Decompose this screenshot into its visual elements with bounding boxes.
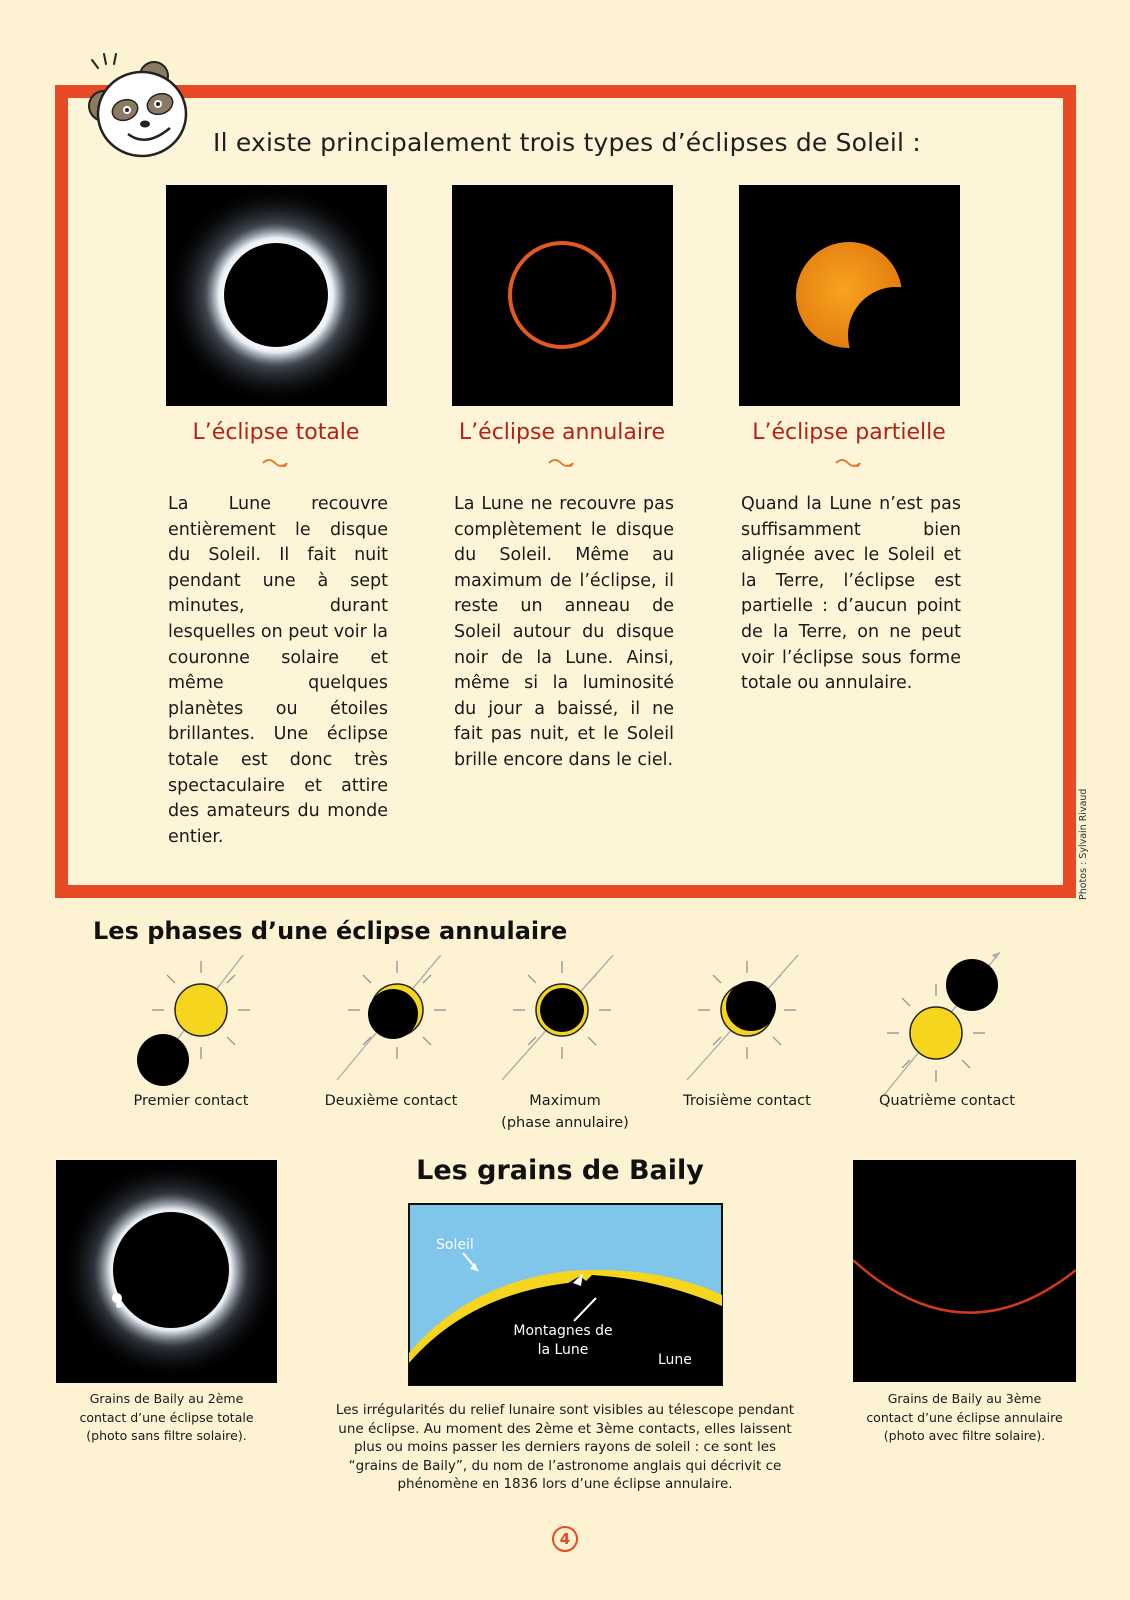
phase-second-contact-diagram bbox=[327, 955, 467, 1095]
phases-title: Les phases d’une éclipse annulaire bbox=[93, 917, 568, 945]
baily-left-caption: Grains de Baily au 2ème contact d’une éclipse totale (photo sans filtre solaire). bbox=[79, 1391, 254, 1443]
phase-label-first-contact: Premier contact bbox=[133, 1093, 249, 1109]
phase-first-contact-diagram bbox=[125, 955, 265, 1095]
diagram-moon-label: Lune bbox=[658, 1352, 692, 1368]
baily-beads-diagram bbox=[408, 1203, 723, 1386]
diagram-sun-label: Soleil bbox=[436, 1237, 474, 1253]
photo-credit: Photos : Sylvain Rivaud bbox=[1078, 788, 1089, 900]
swirl-ornament-icon bbox=[834, 456, 864, 470]
phase-label-third-contact: Troisième contact bbox=[683, 1093, 811, 1109]
annular-eclipse-description: La Lune ne recouvre pas complètement le disque du Soleil. Même au maximum de l’éclipse, il reste un anneau de Soleil autour du disque noir de la Lune. Ainsi, même si la luminosité du jour a baissé, il ne fait pas nuit, et le Soleil brille encore dans le ciel. bbox=[454, 494, 674, 770]
diagram-mountains-label-line1: Montagnes de bbox=[513, 1323, 613, 1339]
page-number: 4 bbox=[552, 1526, 578, 1552]
total-eclipse-title: L’éclipse totale bbox=[192, 420, 360, 445]
baily-center-caption: Les irrégularités du relief lunaire sont visibles au télescope pendant une éclipse. Au moment des 2ème et 3ème contacts, elles laissent plus ou moins passer les derniers rayons de soleil : ce sont les “grains de Baily”, du nom de l’astronome anglais qui décrivit ce phénomène en 1836 lors d’une éclipse annulaire. bbox=[335, 1402, 795, 1492]
phase-label-maximum: Maximum (phase annulaire) bbox=[501, 1093, 629, 1131]
baily-title: Les grains de Baily bbox=[416, 1155, 704, 1186]
baily-right-caption: Grains de Baily au 3ème contact d’une éclipse annulaire (photo avec filtre solaire). bbox=[866, 1391, 1063, 1443]
panda-mascot-icon bbox=[80, 48, 200, 168]
annular-eclipse-photo bbox=[452, 185, 673, 406]
partial-eclipse-title: L’éclipse partielle bbox=[752, 420, 946, 445]
swirl-ornament-icon bbox=[547, 456, 577, 470]
baily-annular-photo bbox=[853, 1160, 1076, 1382]
partial-eclipse-description: Quand la Lune n’est pas suffisamment bien alignée avec le Soleil et la Terre, l’éclipse est partielle : d’aucun point de la Terre, on ne peut voir l’éclipse sous forme totale ou annulaire. bbox=[741, 494, 961, 694]
phase-fourth-contact-diagram bbox=[872, 950, 1012, 1095]
main-title: Il existe principalement trois types d’éclipses de Soleil : bbox=[213, 128, 921, 157]
total-eclipse-description: La Lune recouvre entièrement le disque du Soleil. Il fait nuit pendant une à sept minutes, durant lesquelles on peut voir la couronne solaire et même quelques planètes ou étoiles brillantes. Une éclipse totale est donc très spectaculaire et attire des amateurs du monde entier. bbox=[168, 494, 388, 847]
partial-eclipse-photo bbox=[739, 185, 960, 406]
total-eclipse-photo bbox=[166, 185, 387, 406]
swirl-ornament-icon bbox=[261, 456, 291, 470]
phase-third-contact-diagram bbox=[677, 955, 817, 1095]
diagram-mountains-label-line2: la Lune bbox=[537, 1342, 589, 1358]
baily-total-photo bbox=[56, 1160, 277, 1383]
phase-label-second-contact: Deuxième contact bbox=[324, 1093, 458, 1109]
annular-eclipse-title: L’éclipse annulaire bbox=[458, 420, 666, 445]
phase-maximum-diagram bbox=[492, 955, 632, 1095]
phase-label-fourth-contact: Quatrième contact bbox=[878, 1093, 1015, 1109]
